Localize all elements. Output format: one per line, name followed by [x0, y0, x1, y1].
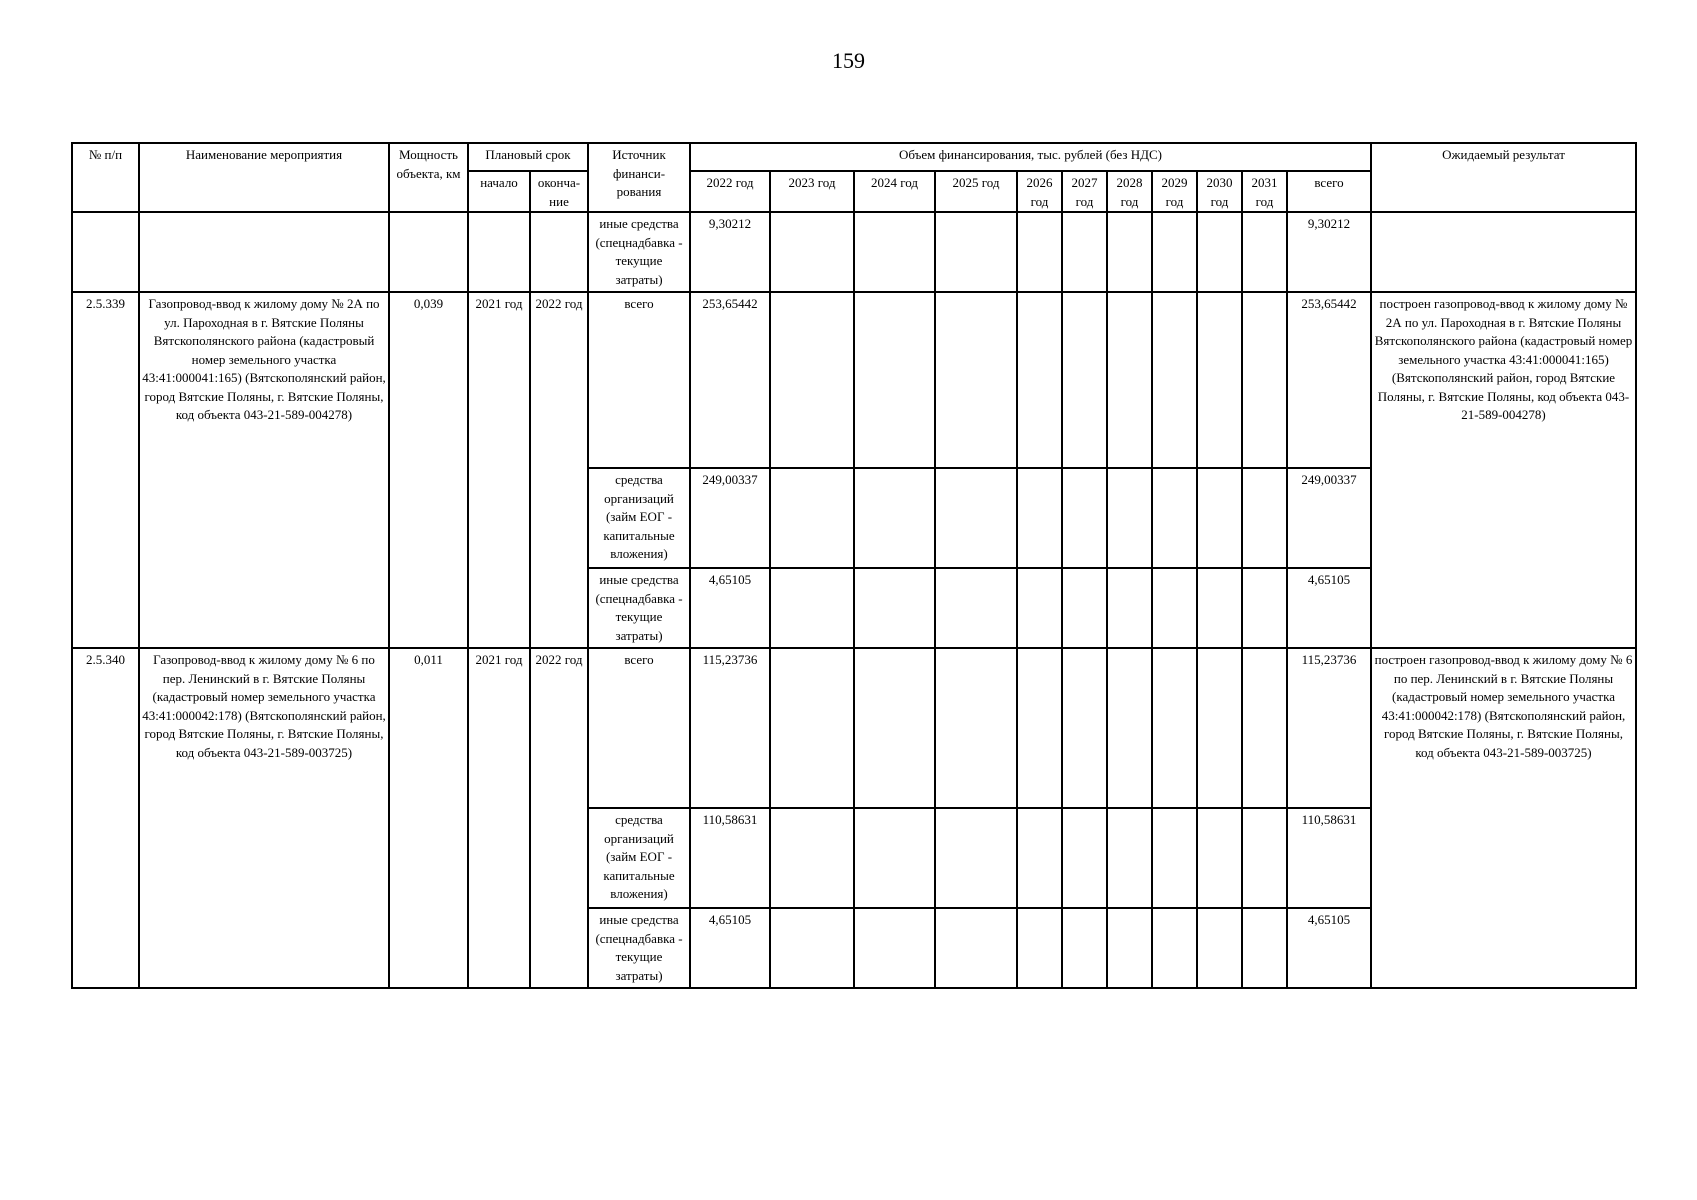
value-2022: 110,58631	[690, 808, 770, 908]
item-capacity: 0,039	[389, 292, 468, 648]
header-year-2023: 2023 год	[770, 171, 854, 212]
header-year-2026: 2026 год	[1017, 171, 1062, 212]
item-name: Газопровод-ввод к жилому дому № 2А по ул. Пароходная в г. Вятские Поляны Вятскополянского района (кадастровый номер земельного участка 43:41:000041:165) (Вятскополянский район, город Вятские Поляны, г. Вятские Поляны, код объекта 043-21-589-004278)	[139, 292, 389, 648]
item-num: 2.5.340	[72, 648, 139, 988]
header-volume: Объем финансирования, тыс. рублей (без НДС)	[690, 143, 1371, 171]
header-year-2031: 2031 год	[1242, 171, 1287, 212]
source-cell: всего	[588, 648, 690, 808]
source-cell: средства организаций (займ ЕОГ - капитальные вложения)	[588, 808, 690, 908]
header-capacity: Мощность объекта, км	[389, 143, 468, 212]
value-2022: 253,65442	[690, 292, 770, 468]
item-start: 2021 год	[468, 292, 530, 648]
page-number: 159	[832, 48, 865, 73]
header-year-2028: 2028 год	[1107, 171, 1152, 212]
value-total: 115,23736	[1287, 648, 1371, 808]
value-2022: 9,30212	[690, 212, 770, 292]
financing-table	[71, 142, 1637, 989]
header-name: Наименование мероприятия	[139, 143, 389, 212]
value-2022: 4,65105	[690, 908, 770, 988]
header-year-2027: 2027 год	[1062, 171, 1107, 212]
source-cell: иные средства (спецнадбавка - текущие затраты)	[588, 212, 690, 292]
table-row	[72, 292, 1636, 468]
item-result: построен газопровод-ввод к жилому дому № 6 по пер. Ленинский в г. Вятские Поляны (кадастровый номер земельного участка 43:41:000042:178) (Вятскополянский район, город Вятские Поляны, г. Вятские Поляны, код объекта 043-21-589-003725)	[1371, 648, 1636, 988]
item-start: 2021 год	[468, 648, 530, 988]
header-year-2024: 2024 год	[854, 171, 935, 212]
item-end: 2022 год	[530, 648, 588, 988]
header-end: оконча-ние	[530, 171, 588, 212]
header-num: № п/п	[72, 143, 139, 212]
header-source: Источник финанси-рования	[588, 143, 690, 212]
source-cell: средства организаций (займ ЕОГ - капитальные вложения)	[588, 468, 690, 568]
item-name: Газопровод-ввод к жилому дому № 6 по пер. Ленинский в г. Вятские Поляны (кадастровый номер земельного участка 43:41:000042:178) (Вятскополянский район, город Вятские Поляны, г. Вятские Поляны, код объекта 043-21-589-003725)	[139, 648, 389, 988]
header-year-2030: 2030 год	[1197, 171, 1242, 212]
item-capacity: 0,011	[389, 648, 468, 988]
table-row	[72, 648, 1636, 808]
header-result: Ожидаемый результат	[1371, 143, 1636, 212]
value-2022: 249,00337	[690, 468, 770, 568]
value-2022: 4,65105	[690, 568, 770, 648]
value-2022: 115,23736	[690, 648, 770, 808]
item-result: построен газопровод-ввод к жилому дому № 2А по ул. Пароходная в г. Вятские Поляны Вятскополянского района (кадастровый номер земельного участка 43:41:000041:165) (Вятскополянский район, город Вятские Поляны, г. Вятские Поляны, код объекта 043-21-589-004278)	[1371, 292, 1636, 648]
header-year-2029: 2029 год	[1152, 171, 1197, 212]
table-row	[72, 212, 1636, 292]
source-cell: иные средства (спецнадбавка - текущие затраты)	[588, 908, 690, 988]
item-num: 2.5.339	[72, 292, 139, 648]
value-total: 249,00337	[1287, 468, 1371, 568]
header-year-2025: 2025 год	[935, 171, 1017, 212]
item-end: 2022 год	[530, 292, 588, 648]
header-plan-term: Плановый срок	[468, 143, 588, 171]
source-cell: иные средства (спецнадбавка - текущие затраты)	[588, 568, 690, 648]
header-total: всего	[1287, 171, 1371, 212]
header-start: начало	[468, 171, 530, 212]
header-year-2022: 2022 год	[690, 171, 770, 212]
value-total: 253,65442	[1287, 292, 1371, 468]
value-total: 110,58631	[1287, 808, 1371, 908]
value-total: 4,65105	[1287, 908, 1371, 988]
source-cell: всего	[588, 292, 690, 468]
value-total: 4,65105	[1287, 568, 1371, 648]
value-total: 9,30212	[1287, 212, 1371, 292]
